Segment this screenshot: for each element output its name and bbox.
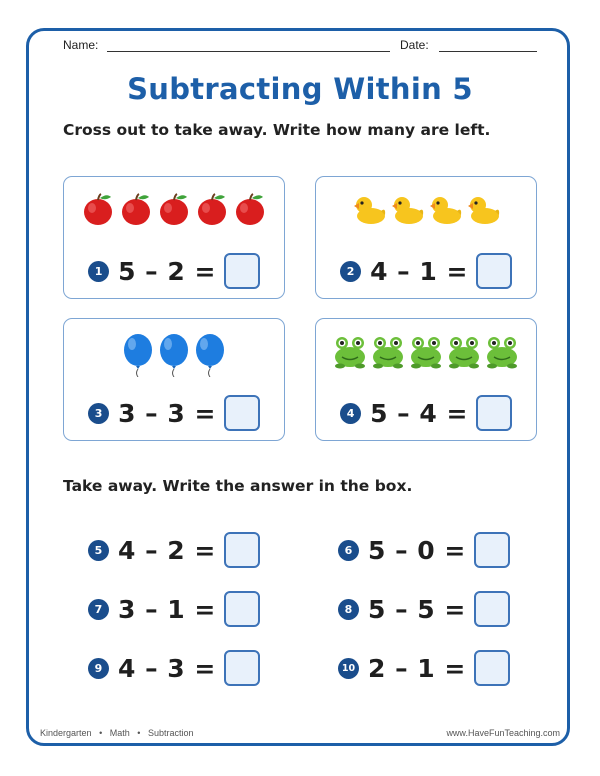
balloon-icon[interactable]: [157, 333, 191, 377]
problem-number-badge: 7: [88, 599, 109, 620]
balloon-icon[interactable]: [193, 333, 227, 377]
problem-10: [338, 648, 510, 688]
problem-expression: 3 – 3 =: [118, 398, 216, 428]
balloon-icon[interactable]: [121, 333, 155, 377]
duck-icon[interactable]: [427, 191, 463, 227]
footer-crumb: Kindergarten: [40, 728, 92, 738]
problem-card-4: [315, 318, 537, 441]
answer-box[interactable]: [476, 395, 512, 431]
problem-number-badge: 3: [88, 403, 109, 424]
problem-5: [88, 530, 260, 570]
frog-icon[interactable]: [370, 333, 406, 369]
problem-6: [338, 530, 510, 570]
duck-icon[interactable]: [389, 191, 425, 227]
problem-9: [88, 648, 260, 688]
apple-icon[interactable]: [156, 191, 192, 227]
answer-box[interactable]: [224, 253, 260, 289]
problem-card-2: [315, 176, 537, 299]
problem-number-badge: 4: [340, 403, 361, 424]
name-label: Name:: [63, 38, 99, 52]
problem-expression: 5 – 0 =: [368, 535, 466, 565]
answer-box[interactable]: [474, 650, 510, 686]
footer-crumb: Math: [109, 728, 130, 738]
problem-expression: 4 – 1 =: [370, 256, 468, 286]
date-line[interactable]: [439, 51, 537, 52]
answer-box[interactable]: [474, 532, 510, 568]
footer-breadcrumb: [40, 728, 193, 738]
problem-number-badge: 1: [88, 261, 109, 282]
problem-expression: 5 – 4 =: [370, 398, 468, 428]
frog-icon[interactable]: [446, 333, 482, 369]
picture-group-1[interactable]: [64, 191, 284, 231]
problem-expression: 4 – 2 =: [118, 535, 216, 565]
frog-icon[interactable]: [408, 333, 444, 369]
picture-group-3[interactable]: [64, 333, 284, 373]
answer-box[interactable]: [224, 532, 260, 568]
problem-expression: 4 – 3 =: [118, 653, 216, 683]
footer-crumb: Subtraction: [147, 728, 194, 738]
apple-icon[interactable]: [232, 191, 268, 227]
footer-website: www.HaveFunTeaching.com: [446, 728, 560, 738]
apple-icon[interactable]: [194, 191, 230, 227]
answer-box[interactable]: [224, 650, 260, 686]
footer-separator: •: [137, 728, 141, 738]
picture-group-2[interactable]: [316, 191, 536, 231]
section2-instruction: Take away. Write the answer in the box.: [63, 477, 413, 495]
problem-number-badge: 9: [88, 658, 109, 679]
page-title: Subtracting Within 5: [127, 72, 473, 106]
name-line[interactable]: [107, 51, 390, 52]
answer-box[interactable]: [476, 253, 512, 289]
section1-instruction: Cross out to take away. Write how many are left.: [63, 121, 491, 139]
answer-box[interactable]: [224, 395, 260, 431]
problem-expression: 3 – 1 =: [118, 594, 216, 624]
answer-box[interactable]: [224, 591, 260, 627]
problem-number-badge: 5: [88, 540, 109, 561]
problem-expression: 2 – 1 =: [368, 653, 466, 683]
problem-8: [338, 589, 510, 629]
answer-box[interactable]: [474, 591, 510, 627]
duck-icon[interactable]: [351, 191, 387, 227]
apple-icon[interactable]: [80, 191, 116, 227]
date-label: Date:: [400, 38, 429, 52]
problem-number-badge: 10: [338, 658, 359, 679]
problem-expression: 5 – 5 =: [368, 594, 466, 624]
apple-icon[interactable]: [118, 191, 154, 227]
duck-icon[interactable]: [465, 191, 501, 227]
problem-7: [88, 589, 260, 629]
problem-number-badge: 8: [338, 599, 359, 620]
problem-expression: 5 – 2 =: [118, 256, 216, 286]
problem-card-1: [63, 176, 285, 299]
problem-number-badge: 6: [338, 540, 359, 561]
problem-number-badge: 2: [340, 261, 361, 282]
footer-separator: •: [99, 728, 103, 738]
frog-icon[interactable]: [484, 333, 520, 369]
picture-group-4[interactable]: [316, 333, 536, 373]
problem-card-3: [63, 318, 285, 441]
frog-icon[interactable]: [332, 333, 368, 369]
